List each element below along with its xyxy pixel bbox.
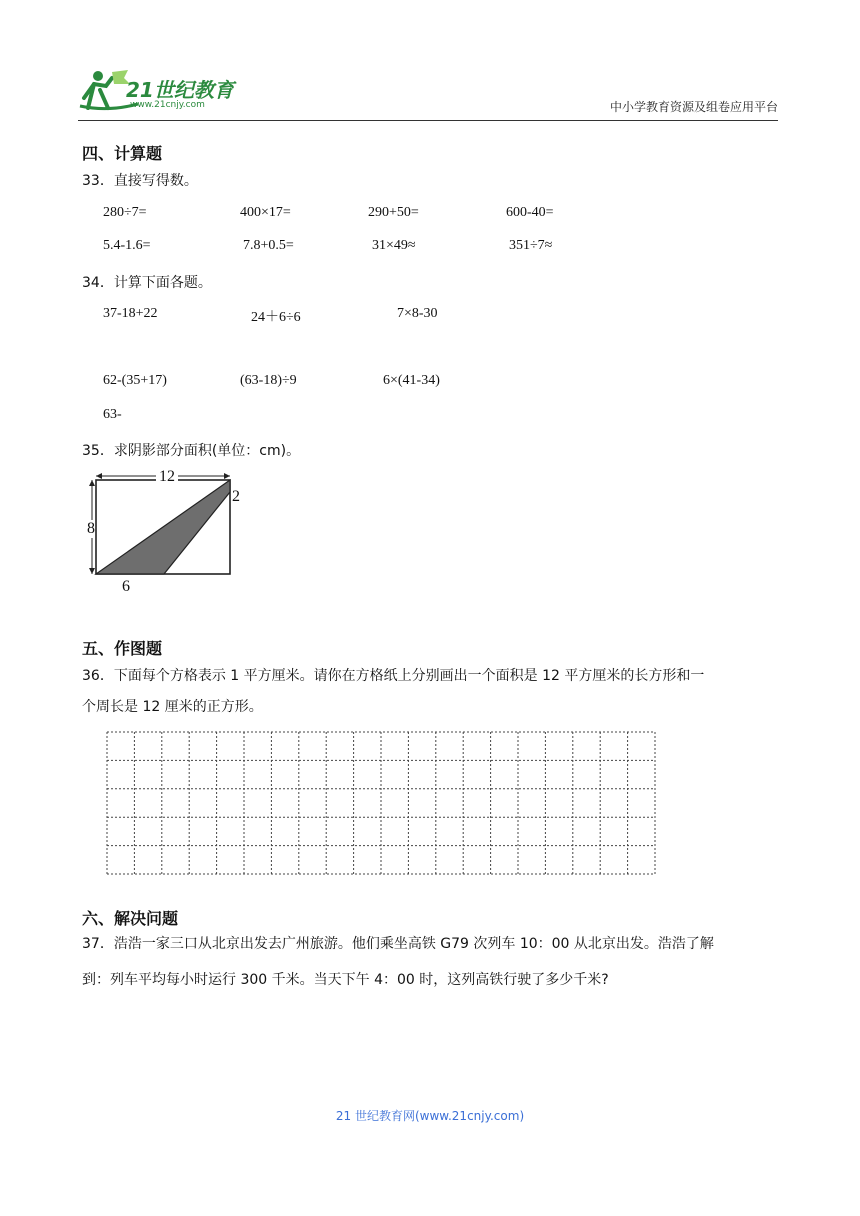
logo-url: www.21cnjy.com: [130, 100, 205, 110]
question-35-title: 35．求阴影部分面积(单位：cm)。: [82, 443, 301, 459]
q33-expr: 400×17=: [240, 205, 291, 220]
q34-expr: (63-18)÷9: [240, 373, 297, 388]
q34-expr: 37-18+22: [103, 306, 158, 321]
q33-expr: 280÷7=: [103, 205, 147, 220]
footer-source: 21 世纪教育网(www.21cnjy.com): [335, 1109, 525, 1123]
section-title-calculation: 四、计算题: [82, 144, 163, 163]
label-width: 8: [87, 520, 95, 537]
q33-expr: 351÷7≈: [509, 238, 553, 253]
q33-expr: 5.4-1.6=: [103, 238, 151, 253]
q34-expr: 62-(35+17): [103, 373, 167, 388]
q34-expr: 6×(41-34): [383, 373, 440, 388]
q33-expr: 290+50=: [368, 205, 419, 220]
shaded-area-figure: [84, 468, 254, 598]
q33-expr: 600-40=: [506, 205, 554, 220]
header-divider: [78, 120, 778, 121]
label-length: 12: [156, 468, 178, 486]
grid-paper[interactable]: [106, 731, 656, 875]
question-33-title: 33．直接写得数。: [82, 173, 198, 189]
platform-name: 中小学教育资源及组卷应用平台: [609, 100, 778, 114]
q34-expr: 24＋6÷6: [251, 310, 301, 325]
question-34-title: 34．计算下面各题。: [82, 275, 212, 291]
q34-expr: 7×8-30: [397, 306, 438, 321]
section-title-drawing: 五、作图题: [82, 639, 163, 658]
question-37-line1: 37．浩浩一家三口从北京出发去广州旅游。他们乘坐高铁 G79 次列车 10：00 从北京出发。浩浩了解: [82, 936, 714, 952]
question-36-line2: 个周长是 12 厘米的正方形。: [82, 699, 263, 715]
q34-extra: 63-: [103, 407, 122, 422]
q33-expr: 31×49≈: [372, 238, 416, 253]
label-bottom: 6: [122, 578, 130, 595]
q33-expr: 7.8+0.5=: [243, 238, 294, 253]
question-37-line2: 到：列车平均每小时运行 300 千米。当天下午 4：00 时，这列高铁行驶了多少千米?: [82, 972, 609, 988]
section-title-problem-solving: 六、解决问题: [82, 909, 179, 928]
label-right: 2: [232, 488, 240, 505]
site-logo: [78, 68, 248, 114]
logo-text: 21世纪教育: [126, 78, 234, 102]
question-36-line1: 36．下面每个方格表示 1 平方厘米。请你在方格纸上分别画出一个面积是 12 平方厘米的长方形和一: [82, 668, 705, 684]
